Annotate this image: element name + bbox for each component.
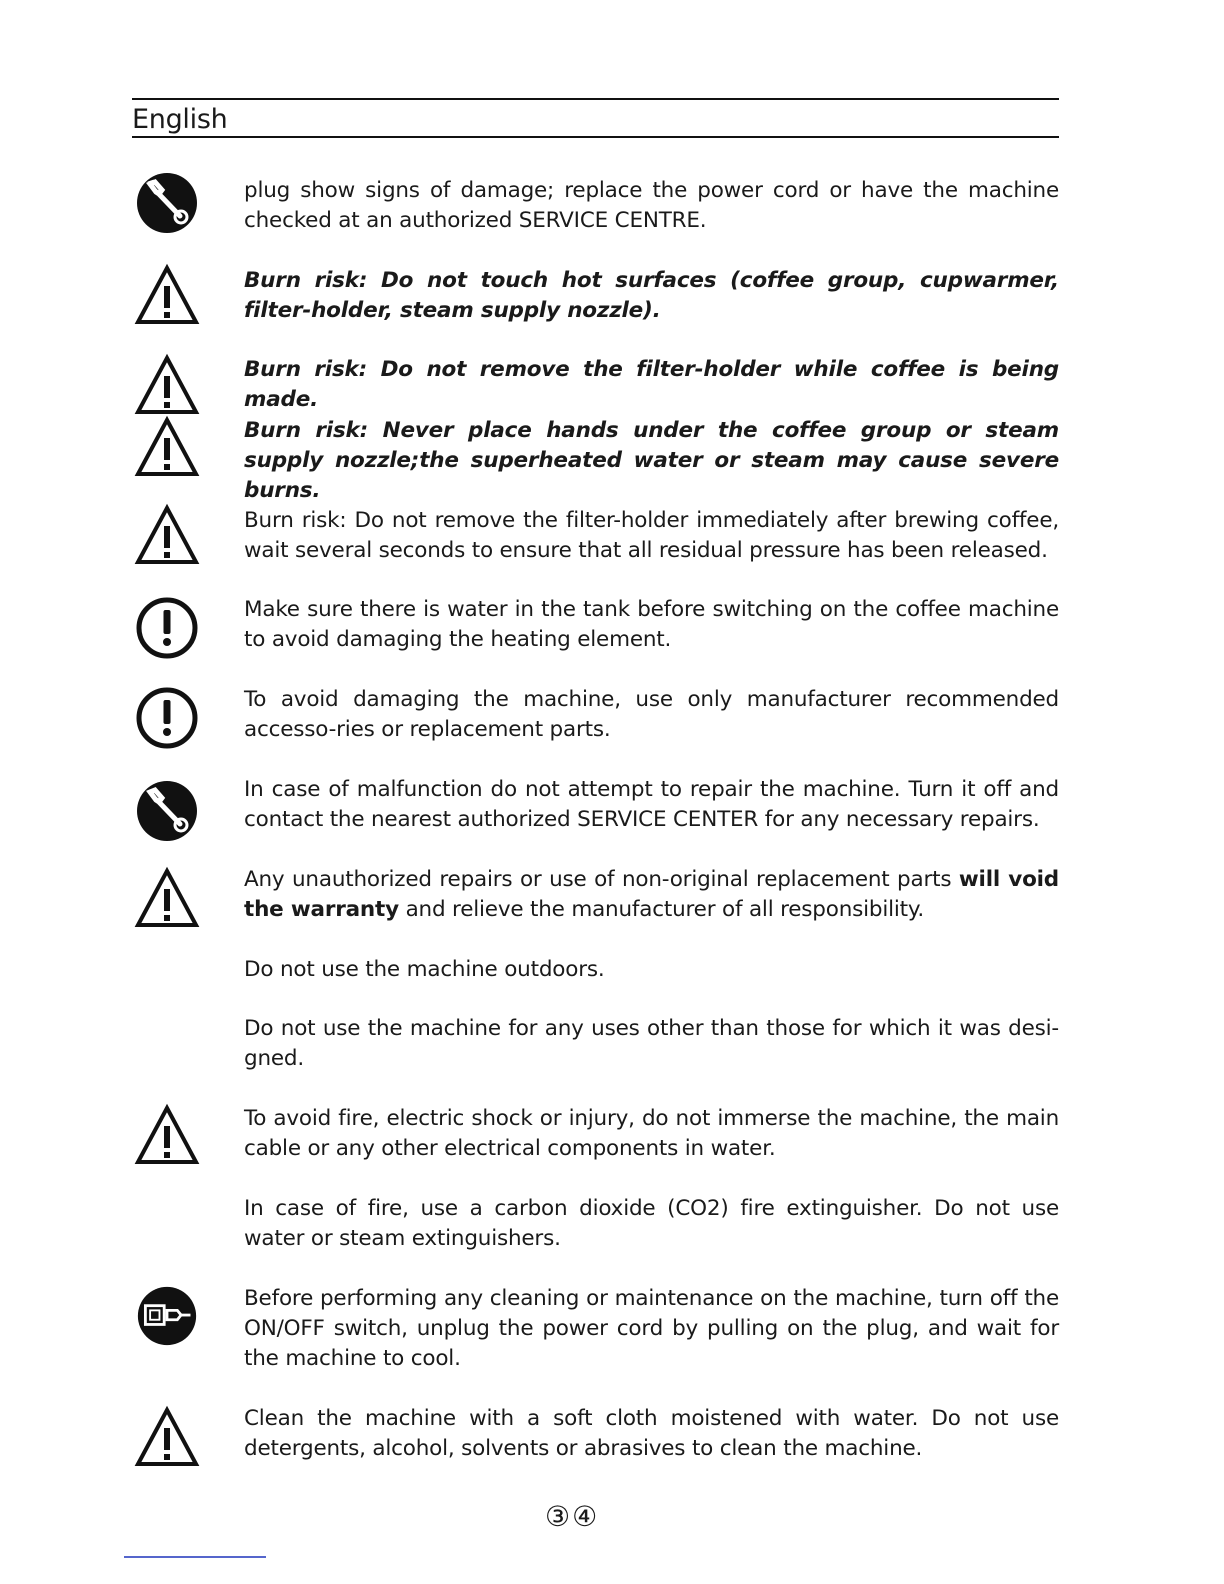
paragraph-immersion: To avoid fire, electric shock or injury, do not immerse the machine, the main cable or any other electrical components in water. xyxy=(244,1106,1059,1161)
paragraph-water-tank: Make sure there is water in the tank before switching on the coffee machine to avoid damaging the heating element. xyxy=(244,597,1059,652)
unplug-icon xyxy=(136,1285,198,1347)
wrench-icon xyxy=(134,778,200,844)
caution-icon xyxy=(134,685,200,751)
paragraph-burn-filter-holder: Burn risk: Do not remove the filter-holder while coffee is being made. xyxy=(244,357,1059,412)
warning-icon xyxy=(134,414,200,480)
wrench-icon xyxy=(134,170,200,236)
caution-icon xyxy=(134,595,200,661)
warning-icon xyxy=(134,502,200,568)
paragraph-accessories: To avoid damaging the machine, use only manufacturer recommended accesso-ries or replacement parts. xyxy=(244,687,1059,742)
paragraph-malfunction: In case of malfunction do not attempt to repair the machine. Turn it off and contact the nearest authorized SERVICE CENTER for any necessary repairs. xyxy=(244,777,1059,832)
page-number: ③④ xyxy=(545,1500,600,1533)
footnote-line xyxy=(124,1556,266,1558)
header-top-rule xyxy=(132,98,1059,100)
paragraph-burn-hot-surfaces: Burn risk: Do not touch hot surfaces (coffee group, cupwarmer, filter-holder, steam supply nozzle). xyxy=(244,268,1059,323)
language-label: English xyxy=(132,104,228,135)
paragraph-fire: In case of fire, use a carbon dioxide (CO2) fire extinguisher. Do not use water or steam extinguishers. xyxy=(244,1196,1059,1251)
warning-icon xyxy=(134,352,200,418)
header-bottom-rule xyxy=(132,136,1059,138)
paragraph-cleaning-cloth: Clean the machine with a soft cloth moistened with water. Do not use detergents, alcohol, solvents or abrasives to clean the machine. xyxy=(244,1406,1059,1461)
warranty-emphasis: will void the warranty xyxy=(244,867,1060,922)
paragraph-burn-hands: Burn risk: Never place hands under the coffee group or steam supply nozzle;the superheated water or steam may cause severe burns. xyxy=(244,418,1059,503)
paragraph-damaged-plug: plug show signs of damage; replace the power cord or have the machine checked at an authorized SERVICE CENTRE. xyxy=(244,178,1059,233)
warning-icon xyxy=(134,1102,200,1168)
warning-icon xyxy=(134,1404,200,1470)
warning-icon xyxy=(134,865,200,931)
paragraph-warranty: Any unauthorized repairs or use of non-original replacement parts will void the warranty and relieve the manufacturer of all responsibility. xyxy=(244,867,1060,922)
paragraph-cleaning-unplug: Before performing any cleaning or maintenance on the machine, turn off the ON/OFF switch, unplug the power cord by pulling on the plug, and wait for the machine to cool. xyxy=(244,1286,1059,1371)
paragraph-intended-use: Do not use the machine for any uses other than those for which it was desi-gned. xyxy=(244,1016,1059,1071)
paragraph-outdoors: Do not use the machine outdoors. xyxy=(244,957,605,982)
warning-icon xyxy=(134,262,200,328)
paragraph-burn-residual-pressure: Burn risk: Do not remove the filter-holder immediately after brewing coffee, wait several seconds to ensure that all residual pressure has been released. xyxy=(244,508,1059,563)
